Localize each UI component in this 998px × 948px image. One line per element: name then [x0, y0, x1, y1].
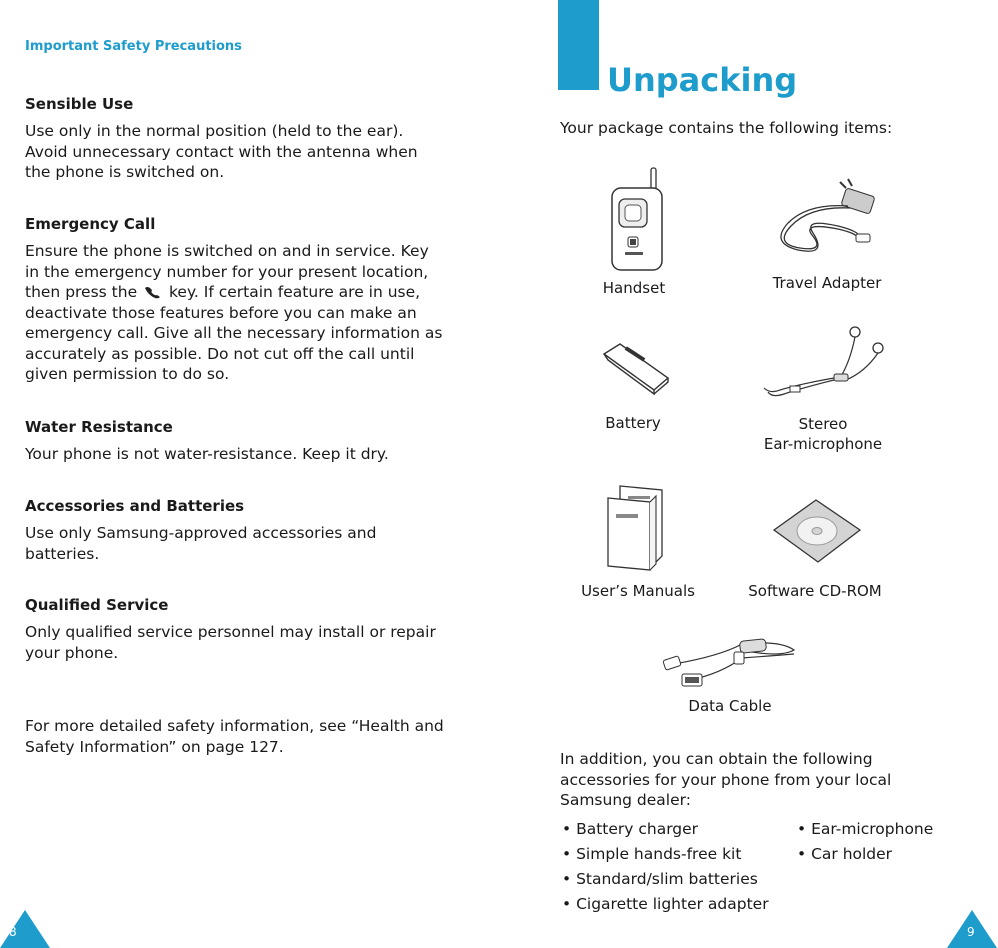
section-accessories: [25, 496, 445, 564]
intro-text: Your package contains the following items:: [560, 119, 893, 137]
stereo-label-line1: Stereo: [798, 415, 848, 433]
section-body: [25, 241, 445, 385]
body-text-after: key. If certain feature are in use, deactivate those features before you can make an emergency call. Give all the necessary information as accurately as possible. Do not cut off the call until given permission to do so.: [25, 283, 443, 383]
section-title: Emergency Call: [25, 215, 156, 233]
section-body: Use only in the normal position (held to the ear). Avoid unnecessary contact with the antenna when the phone is switched on.: [25, 122, 418, 181]
chapter-accent-bar: [558, 0, 599, 90]
page-title: Unpacking: [607, 61, 798, 99]
footer-note-text: For more detailed safety information, see “Health and Safety Information” on page 127.: [25, 717, 444, 756]
handset-illustration: [608, 166, 668, 272]
travel-adapter-illustration: [768, 178, 886, 262]
page-number-tab-left: [0, 910, 50, 948]
item-label-data-cable: Data Cable: [688, 697, 772, 715]
body-text-before: Ensure the phone is switched on and in service. Key in the emergency number for your present location, then press the: [25, 242, 429, 301]
accessory-item: • Standard/slim batteries: [562, 870, 758, 888]
battery-illustration: [602, 342, 670, 396]
accessory-item: • Car holder: [797, 845, 893, 863]
section-title: Water Resistance: [25, 418, 173, 436]
section-body: Use only Samsung-approved accessories and batteries.: [25, 524, 377, 563]
manuals-illustration: [604, 484, 668, 574]
section-title: Sensible Use: [25, 95, 134, 113]
item-label-travel-adapter: Travel Adapter: [772, 274, 882, 292]
section-water-resistance: [25, 417, 445, 465]
item-label-cdrom: Software CD-ROM: [748, 582, 882, 600]
page-number: 9: [967, 925, 975, 939]
section-emergency-call: [25, 214, 445, 385]
accessory-item: • Ear-microphone: [797, 820, 934, 838]
phone-send-key-icon: [142, 285, 164, 299]
data-cable-illustration: [660, 636, 800, 692]
safety-footer-note: [25, 716, 445, 757]
section-title: Qualified Service: [25, 596, 169, 614]
running-header: Important Safety Precautions: [25, 39, 242, 54]
stereo-earmic-illustration: [760, 322, 892, 406]
item-label-stereo-earmic: [762, 414, 884, 454]
section-title: Accessories and Batteries: [25, 497, 245, 515]
cdrom-illustration: [772, 498, 862, 564]
section-sensible-use: [25, 94, 445, 183]
accessories-intro-text: In addition, you can obtain the following accessories for your phone from your local Samsung dealer:: [560, 750, 892, 809]
item-label-battery: Battery: [605, 414, 661, 432]
section-body: Only qualified service personnel may install or repair your phone.: [25, 623, 436, 662]
item-label-handset: Handset: [602, 279, 666, 297]
accessory-item: • Battery charger: [562, 820, 699, 838]
section-qualified-service: [25, 595, 445, 663]
accessory-item: • Simple hands-free kit: [562, 845, 742, 863]
section-body: Your phone is not water-resistance. Keep it dry.: [25, 445, 389, 463]
accessory-item: • Cigarette lighter adapter: [562, 895, 769, 913]
page-number: 8: [9, 925, 17, 939]
stereo-label-line2: Ear-microphone: [763, 435, 883, 453]
item-label-manuals: User’s Manuals: [581, 582, 695, 600]
